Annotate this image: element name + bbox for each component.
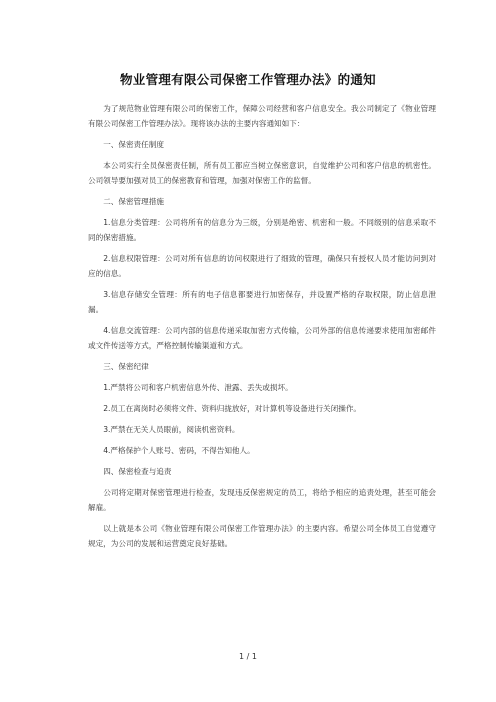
paragraph: 2.信息权限管理：公司对所有信息的访问权限进行了细致的管理，确保只有授权人员才能访问到对应的信息。 bbox=[88, 254, 436, 278]
page-number: 1 / 1 bbox=[239, 652, 257, 661]
document-body bbox=[88, 101, 436, 557]
paragraph: 1.信息分类管理：公司将所有的信息分为三级，分别是绝密、机密和一般。不同级别的信息采取不同的保密措施。 bbox=[88, 218, 436, 242]
intro-paragraph: 为了规范物业管理有限公司的保密工作，保障公司经营和客户信息安全。我公司制定了《物业管理有限公司保密工作管理办法》。现将该办法的主要内容通知如下： bbox=[88, 104, 436, 128]
document-title: 物业管理有限公司保密工作管理办法》的通知 bbox=[119, 72, 376, 87]
section-heading-inspection: 四、保密检查与追责 bbox=[103, 467, 172, 476]
section-heading-measures: 二、保密管理措施 bbox=[103, 197, 164, 206]
paragraph: 3.严禁在无关人员眼前，阅读机密资料。 bbox=[103, 425, 240, 434]
paragraph: 本公司实行全员保密责任制，所有员工都应当树立保密意识，自觉维护公司和客户信息的机密性。公司领导要加强对员工的保密教育和管理，加强对保密工作的监督。 bbox=[88, 161, 436, 185]
paragraph: 4.信息交流管理：公司内部的信息传递采取加密方式传输，公司外部的信息传递要求使用加密邮件或文件传送等方式，严格控制传输渠道和方式。 bbox=[88, 326, 436, 350]
paragraph: 4.严格保护个人账号、密码，不得告知他人。 bbox=[103, 446, 255, 455]
section-heading-responsibility: 一、保密责任制度 bbox=[103, 140, 164, 149]
closing-paragraph: 以上就是本公司《物业管理有限公司保密工作管理办法》的主要内容。希望公司全体员工自觉遵守规定，为公司的发展和运营奠定良好基础。 bbox=[88, 524, 436, 548]
section-heading-discipline: 三、保密纪律 bbox=[103, 362, 149, 371]
paragraph: 1.严禁将公司和客户机密信息外传、泄露、丢失或损坏。 bbox=[103, 383, 293, 392]
paragraph: 公司将定期对保密管理进行检查，发现违反保密规定的员工，将给予相应的追责处理，甚至可能会解雇。 bbox=[88, 488, 436, 512]
paragraph: 3.信息存储安全管理：所有的电子信息都要进行加密保存，并设置严格的存取权限，防止信息泄漏。 bbox=[88, 290, 436, 314]
paragraph: 2.员工在离岗时必须将文件、资料归拢放好，对计算机等设备进行关闭操作。 bbox=[103, 404, 362, 413]
